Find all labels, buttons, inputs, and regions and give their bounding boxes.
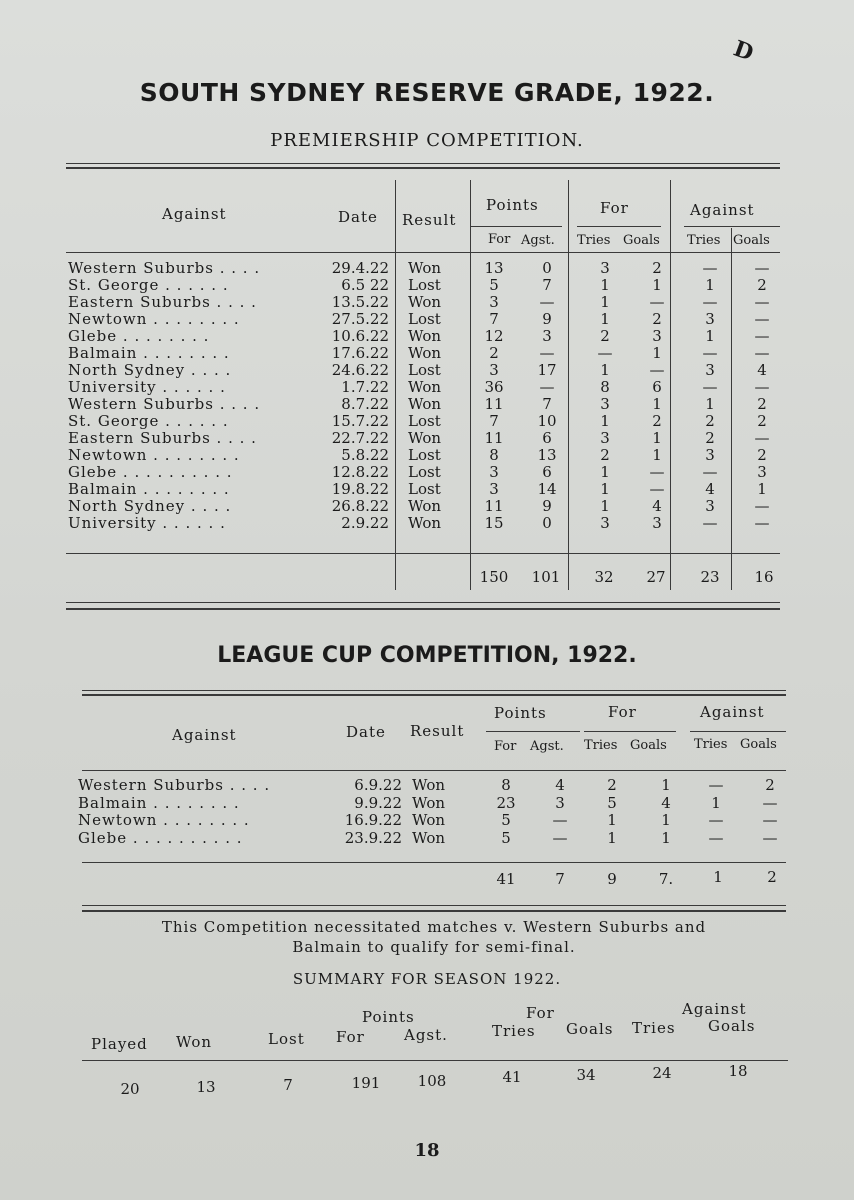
cell-date: 6.5 22 xyxy=(341,276,389,294)
cell-team: Balmain . . . . . . . . xyxy=(68,480,230,498)
cell-points-agst: 0 xyxy=(542,514,552,532)
cell-for-tries: 3 xyxy=(600,514,610,532)
cell-against-tries: — xyxy=(708,776,724,794)
cell-team: University . . . . . . xyxy=(68,514,226,532)
cell-result: Won xyxy=(412,811,446,829)
cell-result: Won xyxy=(412,828,446,847)
summary-for-tries: 41 xyxy=(502,1068,522,1086)
cell-against-goals: — xyxy=(754,497,770,515)
cell-result: Won xyxy=(408,327,442,345)
cell-against-goals: 2 xyxy=(757,276,767,294)
header-against-tries: Tries xyxy=(687,233,721,248)
cup-header-against-goals: Goals xyxy=(740,737,777,752)
cup-total-against-tries: 1 xyxy=(713,868,723,886)
summary-header-for: For xyxy=(526,1004,555,1022)
cell-against-tries: — xyxy=(702,463,718,481)
cup-header-for-tries: Tries xyxy=(584,738,618,753)
cell-points-agst: 0 xyxy=(542,259,552,277)
cell-for-tries: 1 xyxy=(600,480,610,498)
cell-date: 10.6.22 xyxy=(331,327,389,345)
cell-for-tries: 3 xyxy=(600,395,610,413)
cell-date: 12.8.22 xyxy=(331,463,389,481)
rule xyxy=(470,226,562,227)
cell-against-goals: — xyxy=(754,293,770,311)
cell-result: Lost xyxy=(408,412,441,430)
total-for-goals: 27 xyxy=(646,568,666,586)
cell-for-tries: 1 xyxy=(600,276,610,294)
cup-header-for-goals: Goals xyxy=(630,738,667,753)
cell-result: Won xyxy=(408,378,442,396)
total-points-agst: 101 xyxy=(531,568,561,586)
cell-result: Won xyxy=(408,259,442,277)
cell-team: Western Suburbs . . . . xyxy=(68,395,261,413)
cell-points-agst: — xyxy=(539,293,555,311)
rule xyxy=(731,228,732,590)
summary-header-for-goals: Goals xyxy=(566,1020,614,1038)
cell-for-tries: 1 xyxy=(600,310,610,328)
cell-points-for: 3 xyxy=(489,293,499,311)
cell-for-goals: 1 xyxy=(661,811,671,829)
cell-date: 6.9.22 xyxy=(354,776,402,794)
cell-points-for: 11 xyxy=(484,497,504,515)
rule xyxy=(82,770,786,771)
cell-for-tries: 3 xyxy=(600,429,610,447)
cell-against-goals: — xyxy=(754,310,770,328)
cell-points-agst: 9 xyxy=(542,497,552,515)
cell-points-for: 5 xyxy=(489,276,499,294)
cell-team: Newtown . . . . . . . . xyxy=(78,811,250,829)
rule xyxy=(82,910,786,912)
rule xyxy=(82,1060,788,1061)
cell-against-goals: — xyxy=(762,811,778,829)
cell-for-tries: 1 xyxy=(600,463,610,481)
cell-date: 2.9.22 xyxy=(341,514,389,532)
cup-header-against-tries: Tries xyxy=(694,737,728,752)
cup-header-against: Against xyxy=(172,726,237,744)
cell-for-goals: 6 xyxy=(652,378,662,396)
cell-team: Balmain . . . . . . . . xyxy=(78,793,240,812)
rule xyxy=(66,252,780,253)
cell-against-goals: — xyxy=(754,378,770,396)
cell-against-goals: 2 xyxy=(765,776,775,794)
summary-header-against-goals: Goals xyxy=(708,1017,756,1035)
cell-against-tries: — xyxy=(702,514,718,532)
cell-for-goals: — xyxy=(649,293,665,311)
cell-result: Lost xyxy=(408,480,441,498)
rule xyxy=(66,602,780,603)
cell-result: Won xyxy=(408,293,442,311)
cell-against-goals: — xyxy=(762,828,778,847)
rule xyxy=(66,163,780,164)
cell-points-agst: 13 xyxy=(537,446,557,464)
cell-points-for: 36 xyxy=(484,378,504,396)
cell-result: Won xyxy=(408,395,442,413)
cell-for-tries: 8 xyxy=(600,378,610,396)
cell-for-goals: 4 xyxy=(661,793,671,812)
cell-for-goals: 1 xyxy=(652,344,662,362)
cell-date: 23.9.22 xyxy=(344,828,402,847)
cell-points-agst: — xyxy=(539,378,555,396)
header-against-goals: Goals xyxy=(733,233,770,248)
summary-header-points-for: For xyxy=(336,1028,365,1046)
cell-against-goals: 2 xyxy=(757,412,767,430)
summary-against-goals: 18 xyxy=(728,1062,748,1080)
cup-total-against-goals: 2 xyxy=(767,868,777,886)
rule xyxy=(395,180,396,590)
cell-points-for: 7 xyxy=(489,310,499,328)
summary-header-lost: Lost xyxy=(268,1030,305,1048)
cell-against-goals: — xyxy=(754,514,770,532)
cup-title: LEAGUE CUP COMPETITION, 1922. xyxy=(217,643,637,668)
cell-points-agst: 17 xyxy=(537,361,557,379)
cell-against-goals: — xyxy=(754,327,770,345)
cell-date: 13.5.22 xyxy=(331,293,389,311)
cell-for-tries: 1 xyxy=(600,412,610,430)
page-subtitle: PREMIERSHIP COMPETITION. xyxy=(270,130,584,151)
header-points: Points xyxy=(486,196,539,214)
summary-header-for-tries: Tries xyxy=(492,1022,536,1040)
cell-points-for: 8 xyxy=(501,776,511,794)
cell-points-agst: 7 xyxy=(542,276,552,294)
cell-team: St. George . . . . . . xyxy=(68,276,229,294)
cup-header-points: Points xyxy=(494,704,547,722)
cell-points-for: 2 xyxy=(489,344,499,362)
cell-against-goals: 1 xyxy=(757,480,767,498)
cell-points-agst: 7 xyxy=(542,395,552,413)
cell-points-agst: 3 xyxy=(555,793,565,812)
rule xyxy=(66,608,780,610)
cell-team: North Sydney . . . . xyxy=(68,361,232,379)
cell-result: Won xyxy=(408,344,442,362)
cell-date: 26.8.22 xyxy=(331,497,389,515)
cell-points-for: 3 xyxy=(489,463,499,481)
cell-result: Lost xyxy=(408,446,441,464)
cell-against-goals: 2 xyxy=(757,395,767,413)
cell-result: Lost xyxy=(408,463,441,481)
header-for: For xyxy=(600,199,629,217)
summary-for-goals: 34 xyxy=(576,1066,596,1084)
rule xyxy=(470,180,471,590)
cell-against-tries: 1 xyxy=(705,327,715,345)
rule xyxy=(577,226,661,227)
summary-header-points-agst: Agst. xyxy=(404,1026,448,1044)
cell-against-tries: — xyxy=(708,828,724,847)
cell-for-goals: — xyxy=(649,361,665,379)
cup-header-for: For xyxy=(608,703,637,721)
cell-points-for: 13 xyxy=(484,259,504,277)
cell-points-for: 11 xyxy=(484,395,504,413)
cell-result: Lost xyxy=(408,276,441,294)
cell-for-goals: 1 xyxy=(652,429,662,447)
summary-header-against: Against xyxy=(682,1000,747,1018)
cell-against-goals: 4 xyxy=(757,361,767,379)
cell-against-tries: 1 xyxy=(711,793,721,812)
cup-total-for-tries: 9 xyxy=(607,870,617,888)
cell-against-tries: 2 xyxy=(705,429,715,447)
cell-against-tries: 2 xyxy=(705,412,715,430)
cell-points-for: 3 xyxy=(489,361,499,379)
cell-against-tries: — xyxy=(702,378,718,396)
cell-points-for: 5 xyxy=(501,828,511,847)
cell-for-tries: 1 xyxy=(600,497,610,515)
cell-for-goals: 3 xyxy=(652,514,662,532)
cell-date: 19.8.22 xyxy=(331,480,389,498)
rule xyxy=(66,167,780,169)
rule xyxy=(82,690,786,691)
note-line-2: Balmain to qualify for semi-final. xyxy=(292,938,576,956)
cell-against-tries: 1 xyxy=(705,395,715,413)
cell-against-tries: — xyxy=(702,259,718,277)
summary-played: 20 xyxy=(120,1080,140,1098)
cell-points-for: 3 xyxy=(489,480,499,498)
cell-points-agst: 10 xyxy=(537,412,557,430)
total-against-goals: 16 xyxy=(754,568,774,586)
rule xyxy=(82,905,786,906)
cell-against-goals: — xyxy=(754,259,770,277)
cell-against-goals: 2 xyxy=(757,446,767,464)
cell-against-tries: 3 xyxy=(705,497,715,515)
cell-for-tries: 1 xyxy=(600,293,610,311)
cell-date: 9.9.22 xyxy=(354,793,402,812)
rule xyxy=(690,731,786,732)
cell-date: 29.4.22 xyxy=(331,259,389,277)
total-points-for: 150 xyxy=(479,568,509,586)
summary-header-against-tries: Tries xyxy=(632,1019,676,1037)
summary-title: SUMMARY FOR SEASON 1922. xyxy=(292,970,562,988)
cell-for-goals: 2 xyxy=(652,412,662,430)
cell-date: 8.7.22 xyxy=(341,395,389,413)
rule xyxy=(66,553,780,554)
cell-points-agst: 3 xyxy=(542,327,552,345)
cell-team: Glebe . . . . . . . . xyxy=(68,327,210,345)
cell-team: Eastern Suburbs . . . . xyxy=(68,429,257,447)
cup-header-date: Date xyxy=(346,723,386,741)
cell-points-agst: 14 xyxy=(537,480,557,498)
cell-for-goals: 2 xyxy=(652,259,662,277)
cup-header-result: Result xyxy=(410,722,465,740)
total-against-tries: 23 xyxy=(700,568,720,586)
cell-result: Won xyxy=(412,793,446,812)
summary-lost: 7 xyxy=(283,1076,293,1094)
cell-for-goals: 1 xyxy=(661,776,671,794)
cell-against-tries: — xyxy=(708,811,724,829)
cell-for-goals: 3 xyxy=(652,327,662,345)
cup-header-points-agst: Agst. xyxy=(530,739,564,754)
cell-against-goals: — xyxy=(754,429,770,447)
summary-won: 13 xyxy=(196,1078,216,1096)
cell-points-agst: 4 xyxy=(555,776,565,794)
cell-points-for: 7 xyxy=(489,412,499,430)
corner-mark: D xyxy=(730,35,757,67)
cup-total-points-for: 41 xyxy=(496,870,516,888)
cell-for-goals: 1 xyxy=(661,828,671,847)
header-against-group: Against xyxy=(690,201,755,219)
cell-against-tries: — xyxy=(702,344,718,362)
cell-result: Won xyxy=(408,514,442,532)
cell-date: 24.6.22 xyxy=(331,361,389,379)
cell-team: Western Suburbs . . . . xyxy=(78,776,271,794)
cup-header-against-group: Against xyxy=(700,703,765,721)
rule xyxy=(568,180,569,590)
cell-date: 22.7.22 xyxy=(331,429,389,447)
cell-against-tries: 3 xyxy=(705,310,715,328)
note-line-1: This Competition necessitated matches v. Western Suburbs and xyxy=(161,918,707,936)
cell-result: Lost xyxy=(408,310,441,328)
cell-points-agst: — xyxy=(552,828,568,847)
cell-team: Newtown . . . . . . . . xyxy=(68,310,240,328)
cell-team: Western Suburbs . . . . xyxy=(68,259,261,277)
cell-team: Glebe . . . . . . . . . . xyxy=(78,828,243,847)
cell-for-goals: — xyxy=(649,463,665,481)
cell-against-goals: 3 xyxy=(757,463,767,481)
cell-points-for: 15 xyxy=(484,514,504,532)
cup-total-points-agst: 7 xyxy=(555,870,565,888)
cell-for-goals: 2 xyxy=(652,310,662,328)
cell-for-tries: 1 xyxy=(607,828,617,847)
rule xyxy=(684,226,780,227)
summary-points-for: 191 xyxy=(351,1074,381,1092)
header-date: Date xyxy=(338,208,378,226)
cell-against-tries: 1 xyxy=(705,276,715,294)
rule xyxy=(82,694,786,696)
header-against: Against xyxy=(162,205,227,223)
cell-team: St. George . . . . . . xyxy=(68,412,229,430)
cup-header-points-for: For xyxy=(494,739,517,754)
cell-result: Won xyxy=(408,497,442,515)
cell-for-tries: 1 xyxy=(607,811,617,829)
header-points-for: For xyxy=(488,232,511,247)
header-points-agst: Agst. xyxy=(521,233,555,248)
cell-team: Balmain . . . . . . . . xyxy=(68,344,230,362)
cell-date: 15.7.22 xyxy=(331,412,389,430)
header-for-goals: Goals xyxy=(623,233,660,248)
cell-for-tries: — xyxy=(597,344,613,362)
cell-team: North Sydney . . . . xyxy=(68,497,232,515)
cell-points-agst: — xyxy=(539,344,555,362)
cell-team: Glebe . . . . . . . . . . xyxy=(68,463,233,481)
header-result: Result xyxy=(402,211,457,229)
cell-for-tries: 1 xyxy=(600,361,610,379)
total-for-tries: 32 xyxy=(594,568,614,586)
cell-points-for: 5 xyxy=(501,811,511,829)
cell-for-goals: 1 xyxy=(652,276,662,294)
cell-points-for: 23 xyxy=(496,793,516,812)
summary-header-won: Won xyxy=(176,1033,213,1051)
page-number: 18 xyxy=(414,1140,440,1161)
cell-against-tries: 4 xyxy=(705,480,715,498)
cell-team: Eastern Suburbs . . . . xyxy=(68,293,257,311)
cell-date: 5.8.22 xyxy=(341,446,389,464)
rule xyxy=(486,731,580,732)
cell-team: University . . . . . . xyxy=(68,378,226,396)
cell-for-tries: 2 xyxy=(600,327,610,345)
summary-against-tries: 24 xyxy=(652,1064,672,1082)
cell-for-goals: 4 xyxy=(652,497,662,515)
cell-for-tries: 2 xyxy=(600,446,610,464)
cell-against-tries: 3 xyxy=(705,446,715,464)
cell-for-tries: 3 xyxy=(600,259,610,277)
cell-date: 1.7.22 xyxy=(341,378,389,396)
cup-total-for-goals: 7. xyxy=(658,870,674,888)
cell-for-goals: 1 xyxy=(652,446,662,464)
cell-points-for: 11 xyxy=(484,429,504,447)
cell-points-for: 12 xyxy=(484,327,504,345)
cell-result: Won xyxy=(412,776,446,794)
cell-against-goals: — xyxy=(754,344,770,362)
cell-points-agst: 6 xyxy=(542,463,552,481)
cell-team: Newtown . . . . . . . . xyxy=(68,446,240,464)
summary-points-agst: 108 xyxy=(417,1072,447,1090)
summary-header-points: Points xyxy=(362,1008,415,1026)
cell-date: 16.9.22 xyxy=(344,811,402,829)
cell-for-tries: 5 xyxy=(607,793,617,812)
cell-points-for: 8 xyxy=(489,446,499,464)
cell-points-agst: — xyxy=(552,811,568,829)
cell-date: 27.5.22 xyxy=(331,310,389,328)
summary-header-played: Played xyxy=(91,1035,148,1053)
header-for-tries: Tries xyxy=(577,233,611,248)
cell-against-tries: — xyxy=(702,293,718,311)
cell-points-agst: 9 xyxy=(542,310,552,328)
rule xyxy=(584,731,676,732)
cell-for-goals: — xyxy=(649,480,665,498)
cell-for-goals: 1 xyxy=(652,395,662,413)
cell-date: 17.6.22 xyxy=(331,344,389,362)
cell-against-goals: — xyxy=(762,793,778,812)
cell-result: Won xyxy=(408,429,442,447)
cell-points-agst: 6 xyxy=(542,429,552,447)
cell-for-tries: 2 xyxy=(607,776,617,794)
cell-result: Lost xyxy=(408,361,441,379)
rule xyxy=(82,862,786,863)
cell-against-tries: 3 xyxy=(705,361,715,379)
page-title: SOUTH SYDNEY RESERVE GRADE, 1922. xyxy=(139,78,715,107)
